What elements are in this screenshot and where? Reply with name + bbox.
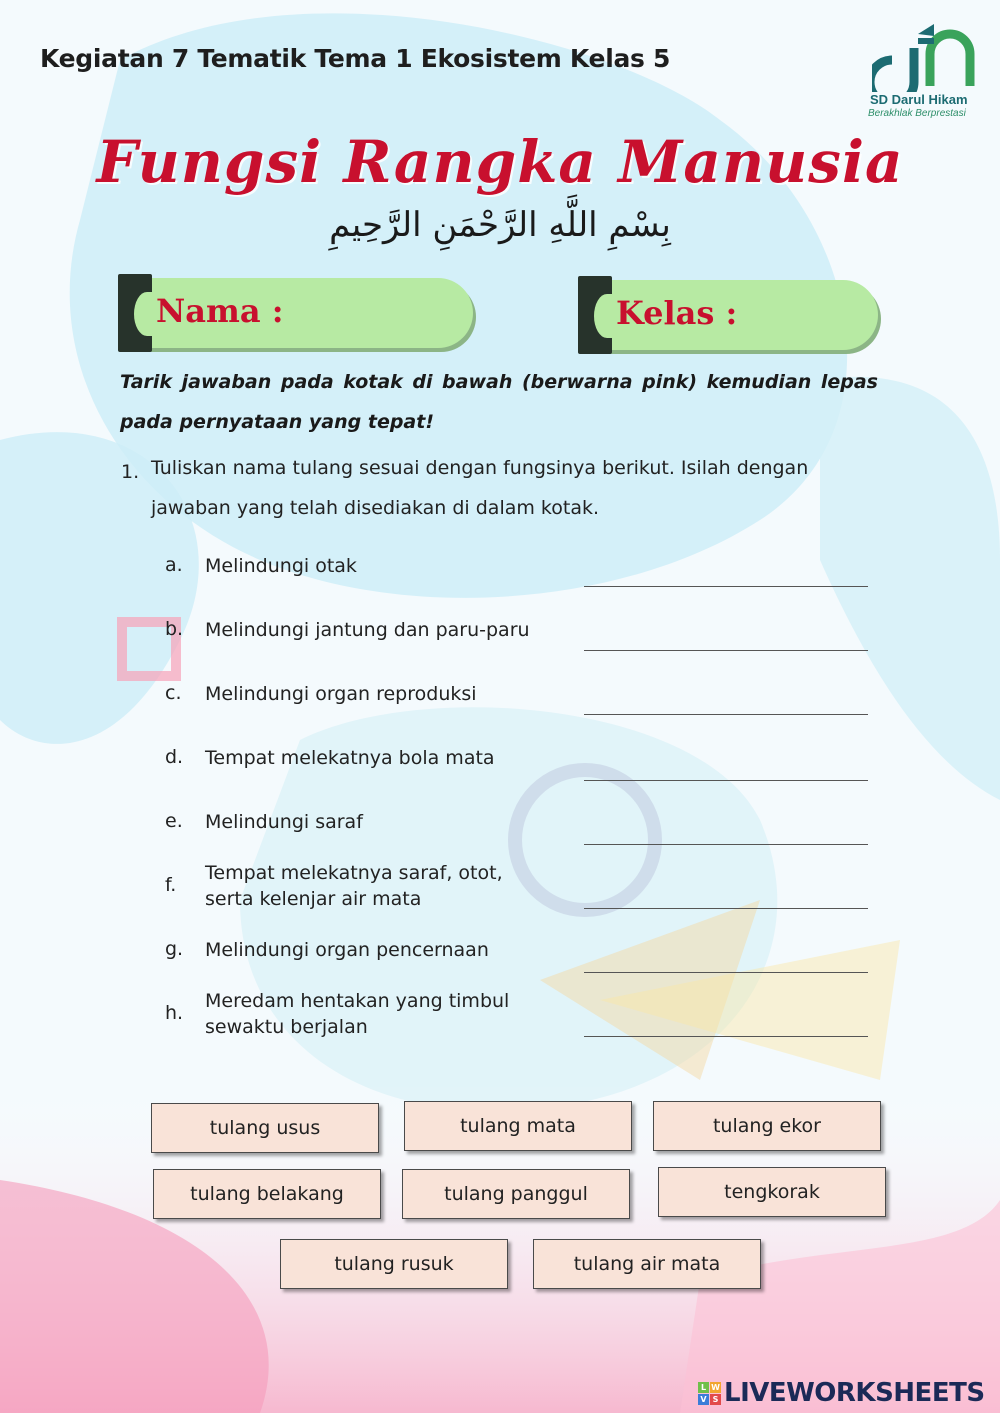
answer-chip[interactable]: tulang ekor	[653, 1101, 881, 1151]
item-text: Melindungi organ reproduksi	[205, 683, 477, 705]
answer-chip[interactable]: tulang belakang	[153, 1169, 381, 1219]
item-text: Tempat melekatnya saraf, otot, serta kelenjar air mata	[205, 862, 503, 910]
item-letter: h.	[165, 1002, 184, 1024]
item-text: Melindungi jantung dan paru-paru	[205, 619, 530, 641]
answer-drop-slot-b[interactable]	[584, 630, 868, 651]
item-text: Melindungi organ pencernaan	[205, 939, 489, 961]
item-text: Tempat melekatnya bola mata	[205, 747, 495, 769]
logo-tagline: Berakhlak Berprestasi	[868, 108, 966, 119]
question-text: Tuliskan nama tulang sesuai dengan fungsinya berikut. Isilah dengan jawaban yang telah disediakan di dalam kotak.	[151, 457, 809, 519]
item-letter: d.	[165, 746, 184, 768]
liveworksheets-brand[interactable]	[698, 1378, 985, 1408]
answer-drop-slot-f[interactable]	[584, 888, 868, 909]
liveworksheets-text: LIVEWORKSHEETS	[724, 1378, 985, 1408]
answer-chip[interactable]: tulang air mata	[533, 1239, 761, 1289]
answer-drop-slot-c[interactable]	[584, 694, 868, 715]
item-letter: c.	[165, 682, 182, 704]
item-letter: g.	[165, 938, 184, 960]
answer-chip[interactable]: tengkorak	[658, 1167, 886, 1217]
basmala-text: بِسْمِ اللَّهِ الرَّحْمَنِ الرَّحِيمِ	[329, 205, 671, 245]
answer-chip[interactable]: tulang usus	[151, 1103, 379, 1153]
item-letter: b.	[165, 618, 184, 640]
nama-label: Nama :	[156, 292, 284, 330]
answer-chip[interactable]: tulang panggul	[402, 1169, 630, 1219]
liveworksheets-badge-icon: L W V S	[698, 1382, 721, 1405]
answer-drop-slot-a[interactable]	[584, 566, 868, 587]
item-text: Melindungi otak	[205, 555, 357, 577]
kelas-field[interactable]	[578, 280, 878, 350]
instruction-text: Tarik jawaban pada kotak di bawah (berwarna pink) kemudian lepas pada pernyataan yang tepat!	[120, 371, 878, 433]
kelas-label: Kelas :	[616, 294, 738, 332]
item-letter: a.	[165, 554, 183, 576]
item-text: Meredam hentakan yang timbul sewaktu berjalan	[205, 990, 510, 1038]
item-letter: f.	[165, 874, 177, 896]
answer-chip[interactable]: tulang rusuk	[280, 1239, 508, 1289]
header-title: Kegiatan 7 Tematik Tema 1 Ekosistem Kelas 5	[40, 44, 671, 73]
answer-chip[interactable]: tulang mata	[404, 1101, 632, 1151]
answer-drop-slot-h[interactable]	[584, 1016, 868, 1037]
answer-drop-slot-d[interactable]	[584, 760, 868, 781]
answer-drop-slot-e[interactable]	[584, 824, 868, 845]
item-text: Melindungi saraf	[205, 811, 363, 833]
logo-mark-icon	[872, 20, 982, 92]
item-letter: e.	[165, 810, 183, 832]
answer-drop-slot-g[interactable]	[584, 952, 868, 973]
worksheet-title: Fungsi Rangka Manusia	[96, 128, 904, 196]
school-logo	[862, 20, 987, 125]
question-number: 1.	[121, 461, 140, 483]
nama-field[interactable]	[118, 278, 473, 348]
logo-school-name: SD Darul Hikam	[870, 92, 968, 107]
